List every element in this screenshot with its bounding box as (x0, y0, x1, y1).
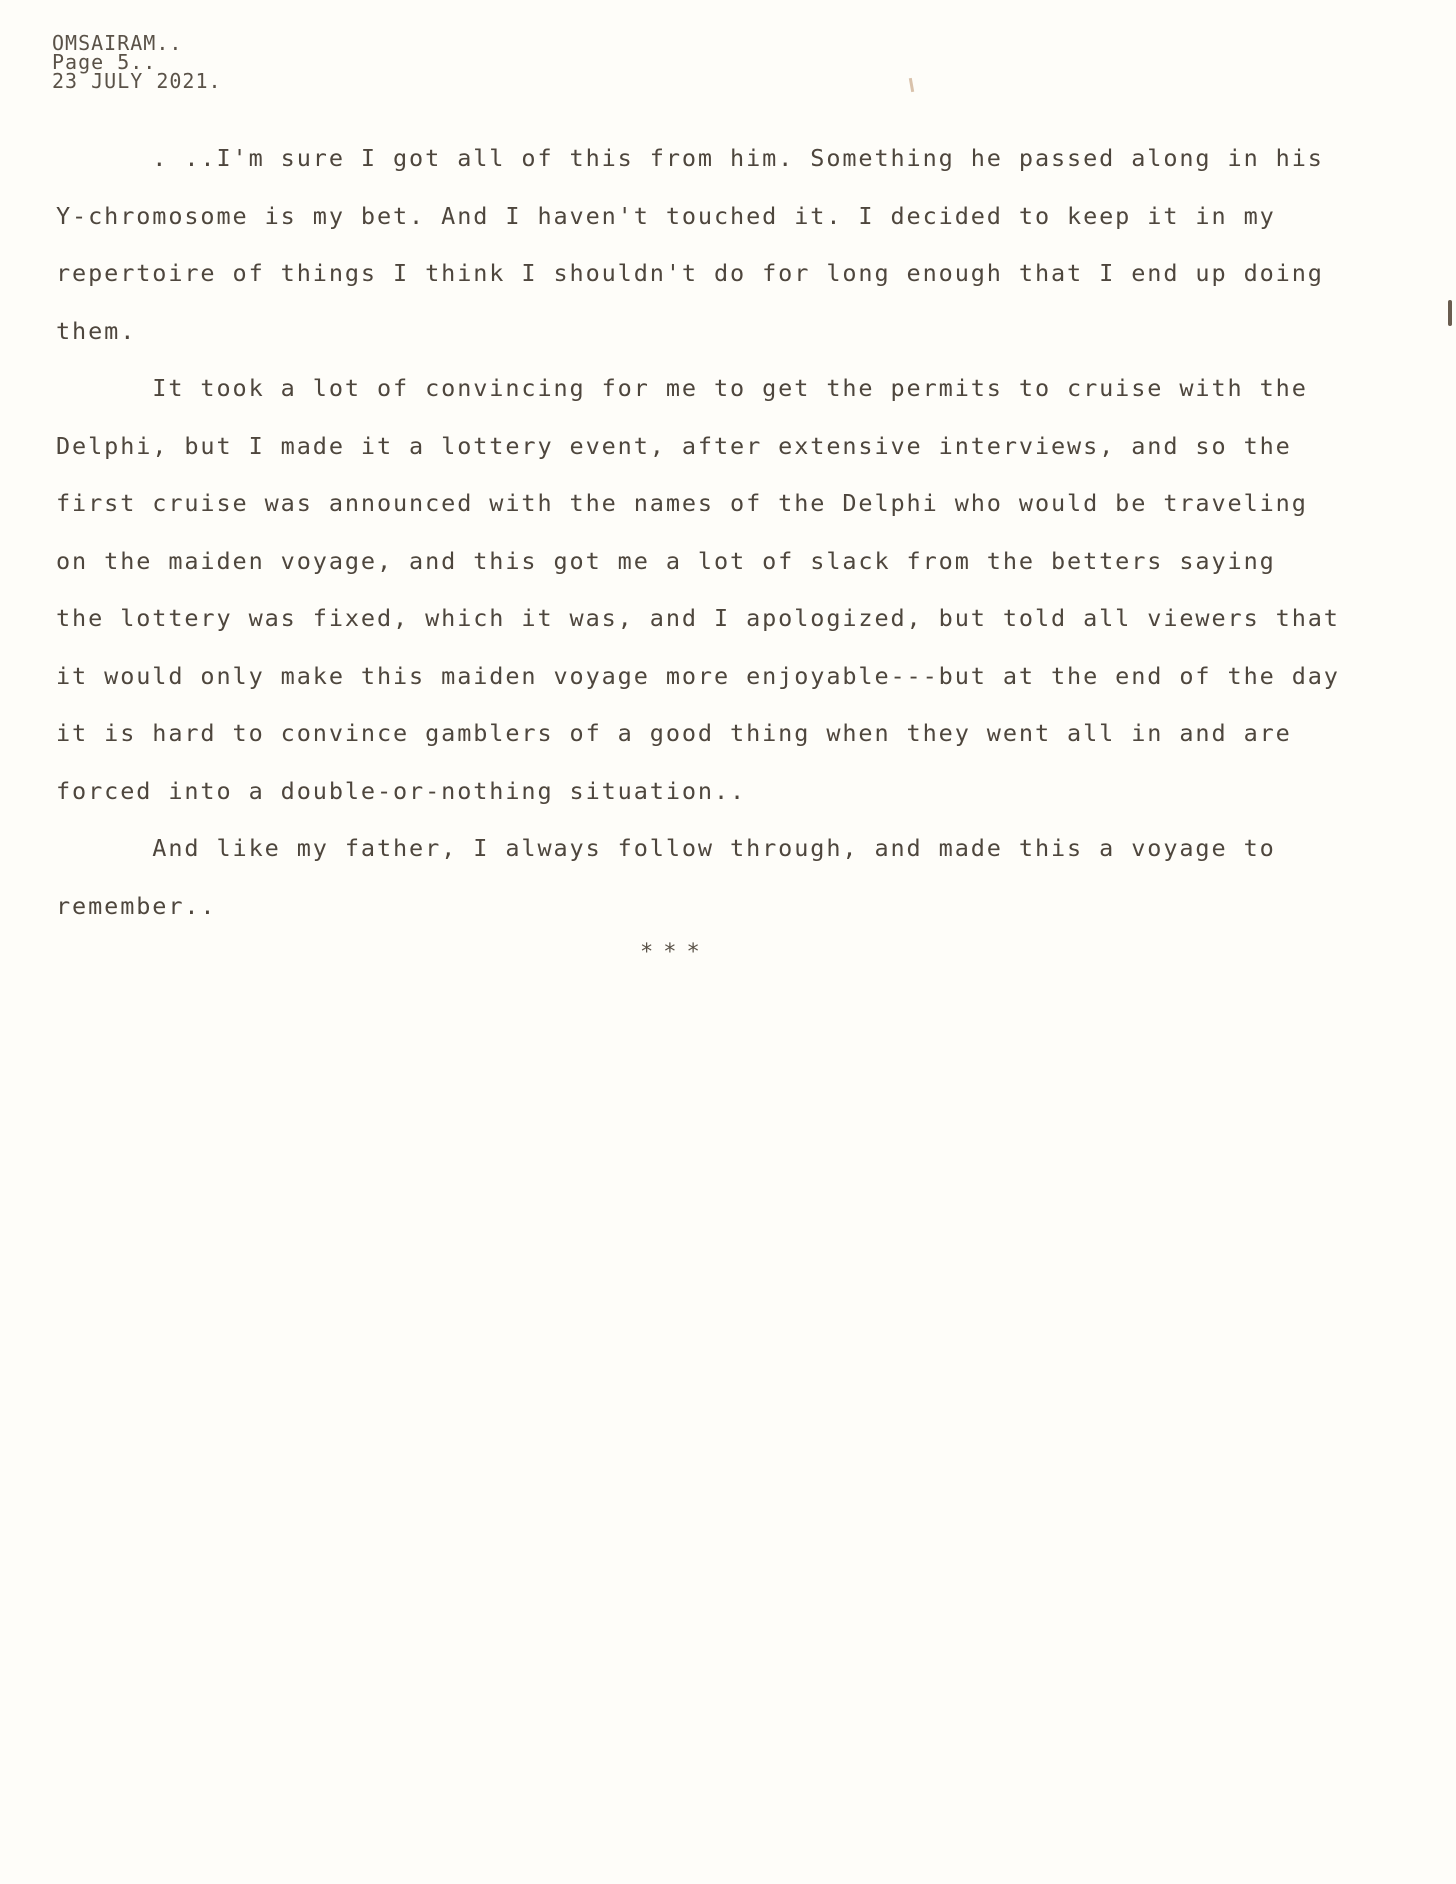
text-line: Delphi, but I made it a lottery event, after extensive interviews, and so the (56, 431, 1292, 460)
text-line: repertoire of things I think I shouldn't do for long enough that I end up doing (56, 259, 1324, 287)
text-line: the lottery was fixed, which it was, and I apologized, but told all viewers that (56, 604, 1340, 632)
text-line: . ..I'm sure I got all of this from him. Something he passed along in his (56, 144, 1324, 172)
text-line: on the maiden voyage, and this got me a lot of slack from the betters saying (56, 546, 1276, 575)
text-line: It took a lot of convincing for me to get the permits to cruise with the (56, 374, 1308, 402)
text-line: it would only make this maiden voyage more enjoyable---but at the end of the day (56, 661, 1340, 690)
header-date: 23 JULY 2021. (52, 69, 222, 93)
body-text (56, 130, 1436, 935)
text-line: forced into a double-or-nothing situation.. (56, 776, 747, 805)
section-separator: *** (640, 940, 710, 965)
paper-edge-mark (1448, 300, 1452, 326)
text-line: it is hard to convince gamblers of a good thing when they went all in and are (56, 719, 1292, 747)
ink-smudge (909, 78, 914, 92)
page-header (52, 31, 222, 93)
header-title: OMSAIRAM.. (52, 31, 183, 55)
text-line: remember.. (56, 891, 217, 920)
text-line: Y-chromosome is my bet. And I haven't touched it. I decided to keep it in my (56, 201, 1276, 230)
text-line: them. (56, 316, 137, 345)
header-page-number: Page 5.. (52, 50, 157, 74)
text-line: first cruise was announced with the names of the Delphi who would be traveling (56, 489, 1308, 517)
text-line: And like my father, I always follow through, and made this a voyage to (56, 834, 1276, 862)
